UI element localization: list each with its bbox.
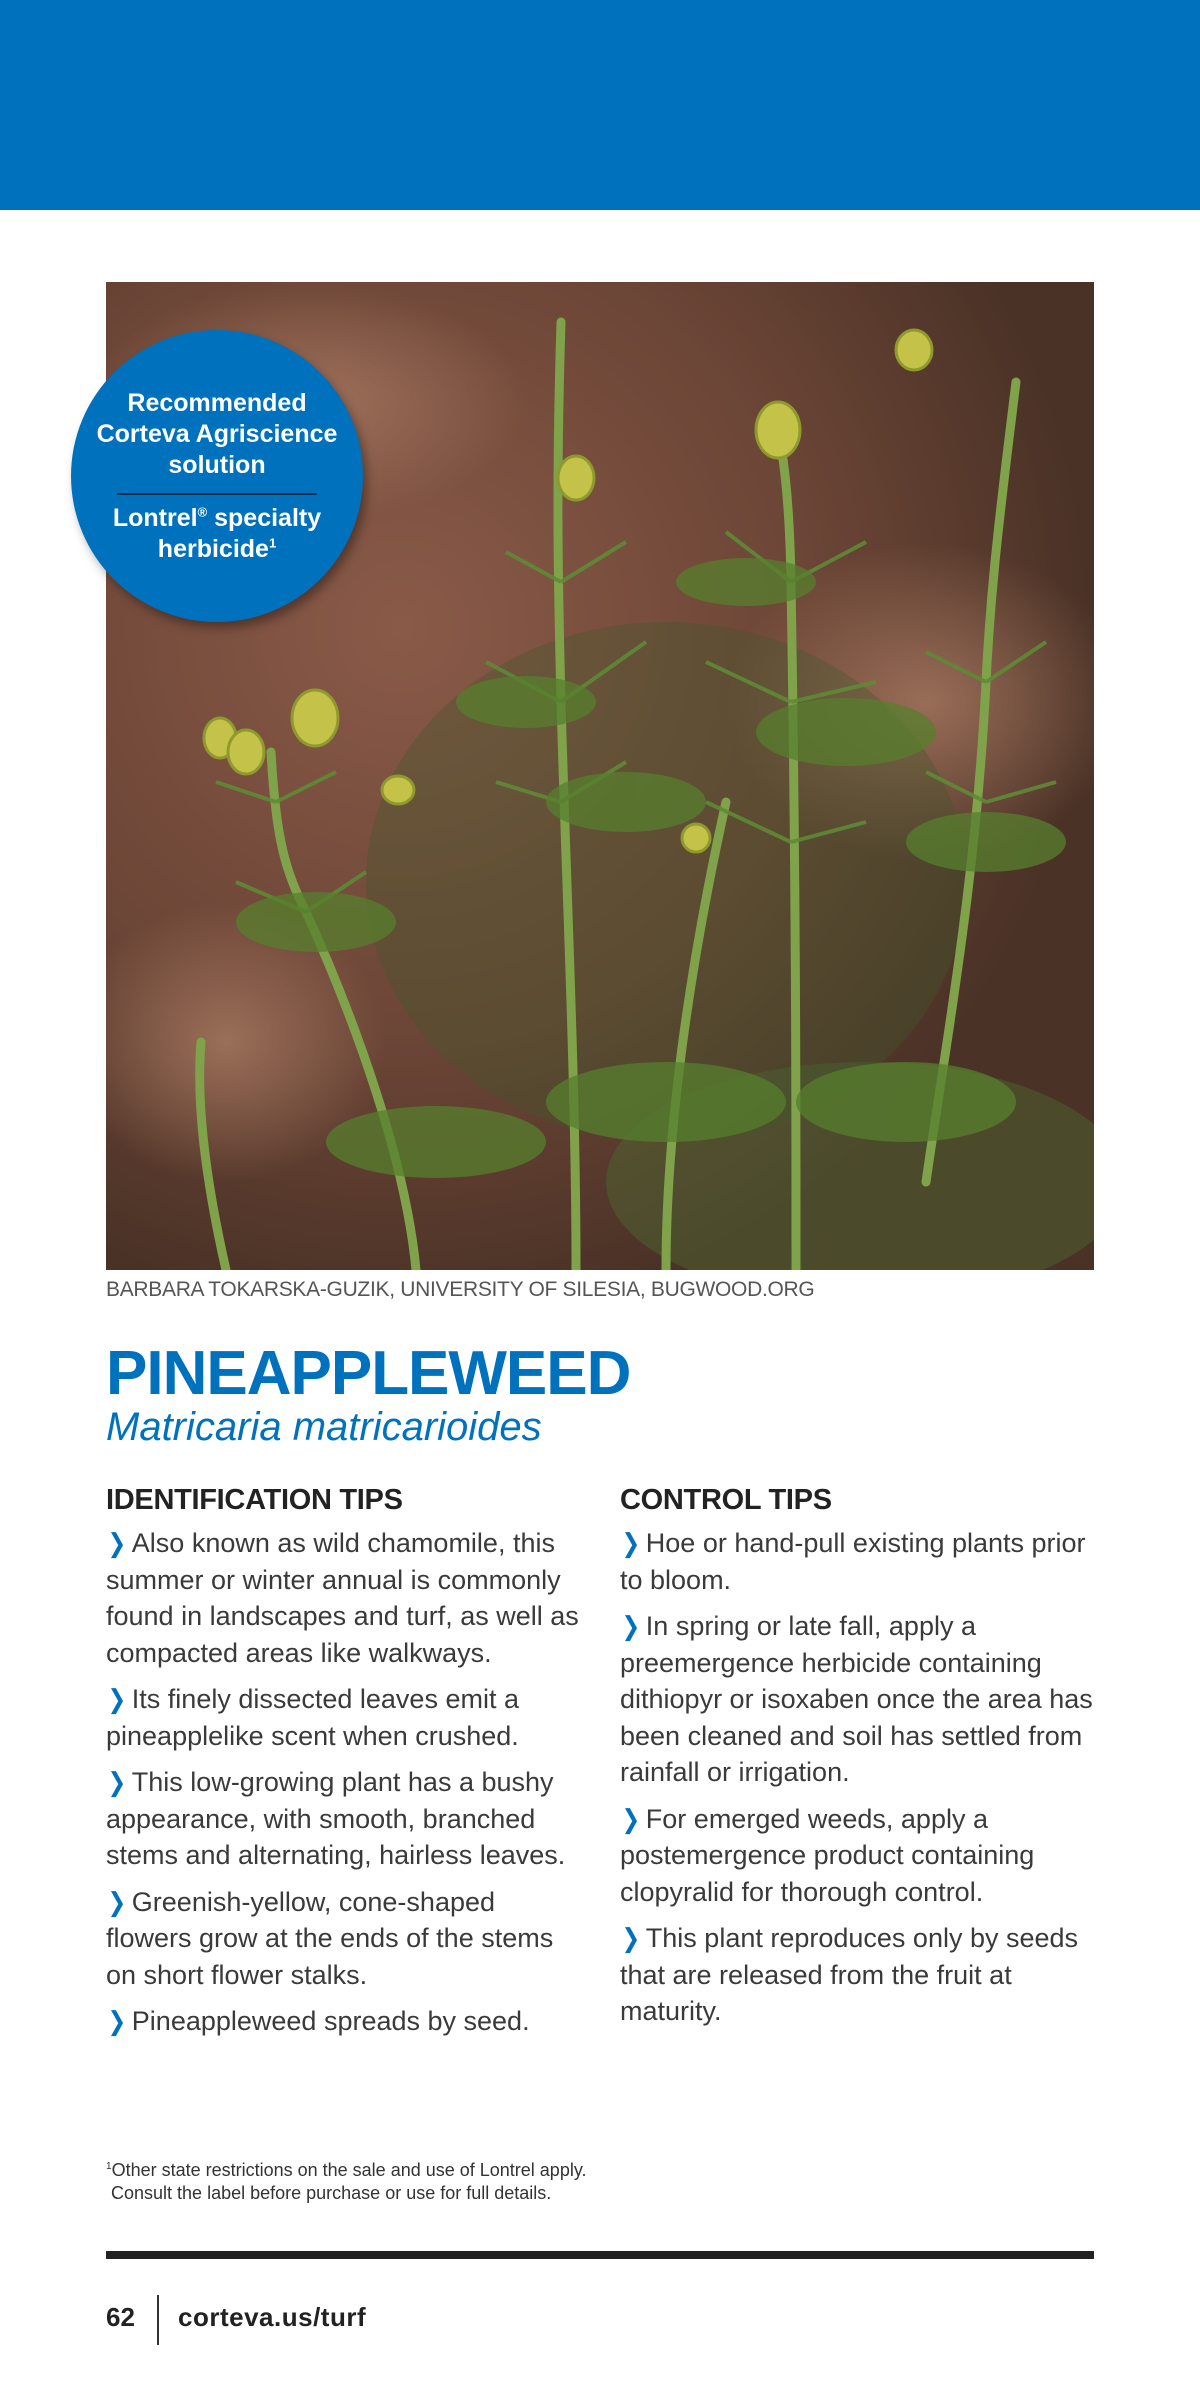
footnote-text-2: Consult the label before purchase or use for full details.	[111, 2183, 552, 2203]
chevron-right-icon: ❯	[621, 1528, 641, 1558]
tip-text: In spring or late fall, apply a preemergence herbicide containing dithiopyr or isoxaben once the area has been cleaned and soil has settled from rainfall or irrigation.	[620, 1611, 1093, 1787]
footnote-line-2	[106, 2182, 587, 2205]
badge-heading: Recommended Corteva Agriscience solution	[96, 388, 338, 479]
chevron-right-icon: ❯	[107, 1684, 127, 1714]
header-band	[0, 0, 1200, 210]
footnote	[106, 2155, 587, 2205]
identification-tips-heading: IDENTIFICATION TIPS	[106, 1484, 403, 1516]
tip-item	[106, 1884, 586, 1994]
footnote-marker: 1	[106, 2161, 112, 2172]
chevron-right-icon: ❯	[107, 1528, 127, 1558]
weed-scientific-name: Matricaria matricarioides	[106, 1405, 542, 1449]
badge-product-name: Lontrel	[112, 503, 198, 532]
tip-text: Greenish-yellow, cone-shaped flowers grow at the ends of the stems on short flower stalks.	[106, 1886, 554, 1990]
tip-text: Also known as wild chamomile, this summer or winter annual is commonly found in landscapes and turf, as well as compacted areas like walkways.	[106, 1528, 579, 1668]
badge-footnote-ref: 1	[268, 535, 277, 551]
tip-item	[620, 1920, 1095, 2030]
chevron-right-icon: ❯	[107, 1886, 127, 1917]
site-url: corteva.us/turf	[178, 2302, 367, 2332]
tip-item	[106, 2003, 586, 2040]
chevron-right-icon: ❯	[107, 2006, 127, 2036]
chevron-right-icon: ❯	[621, 1611, 641, 1641]
badge-divider	[117, 493, 317, 495]
tip-text: Hoe or hand-pull existing plants prior to bloom.	[620, 1528, 1086, 1595]
registered-mark: ®	[197, 504, 208, 520]
tip-item	[620, 1608, 1095, 1791]
chevron-right-icon: ❯	[107, 1767, 127, 1797]
recommended-solution-badge	[71, 330, 363, 622]
footnote-line-1	[106, 2155, 587, 2182]
photo-credit: BARBARA TOKARSKA-GUZIK, UNIVERSITY OF SILESIA, BUGWOOD.ORG	[106, 1278, 815, 1301]
tip-item	[106, 1681, 586, 1754]
tip-text: For emerged weeds, apply a postemergence product containing clopyralid for thorough control.	[620, 1803, 1035, 1907]
tip-text: This low-growing plant has a bushy appearance, with smooth, branched stems and alternating, hairless leaves.	[106, 1767, 566, 1870]
identification-tips-section	[106, 1484, 586, 2050]
tip-text: Pineappleweed spreads by seed.	[131, 2006, 530, 2036]
footnote-text-1: Other state restrictions on the sale and use of Lontrel apply.	[111, 2160, 587, 2180]
control-tips-heading: CONTROL TIPS	[620, 1484, 832, 1516]
footer-separator	[157, 2295, 159, 2345]
tip-item	[620, 1801, 1095, 1911]
tip-item	[620, 1525, 1095, 1598]
footer-divider	[106, 2251, 1094, 2259]
tip-text: Its finely dissected leaves emit a pineapplelike scent when crushed.	[106, 1684, 519, 1751]
weed-common-name: PINEAPPLEWEED	[106, 1339, 631, 1408]
chevron-right-icon: ❯	[621, 1923, 641, 1953]
badge-product-rest: specialty herbicide	[157, 503, 322, 563]
tip-item	[106, 1525, 586, 1671]
chevron-right-icon: ❯	[621, 1803, 641, 1834]
control-tips-section	[620, 1484, 1095, 2040]
badge-product	[95, 503, 339, 565]
tip-text: This plant reproduces only by seeds that are released from the fruit at maturity.	[620, 1923, 1079, 2026]
page-number: 62	[106, 2302, 135, 2332]
tip-item	[106, 1764, 586, 1874]
